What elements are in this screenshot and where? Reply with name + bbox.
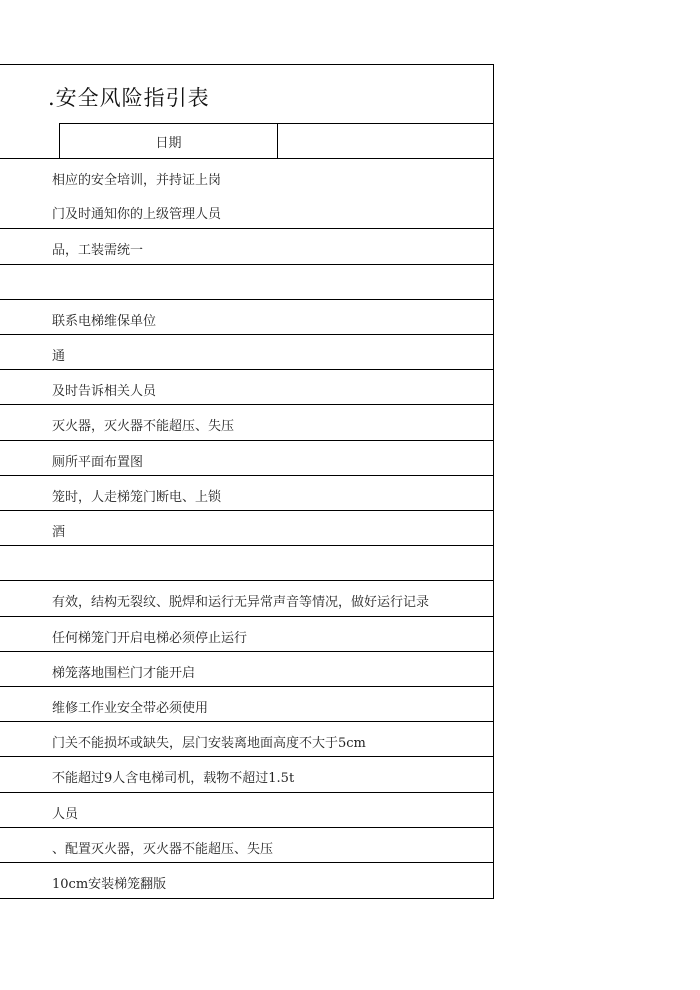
row-text: 10cm安装梯笼翻版 — [52, 877, 167, 892]
table-row — [0, 369, 494, 405]
table-row — [0, 228, 494, 264]
row-text: 不能超过9人含电梯司机，载物不超过1.5t — [52, 771, 295, 787]
row-text: 相应的安全培训，并持证上岗 — [52, 173, 222, 188]
row-text: 厕所平面布置图 — [52, 454, 144, 470]
table-row — [0, 686, 494, 722]
table-row — [0, 475, 494, 511]
table-header-row — [59, 123, 494, 159]
row-text: 有效，结构无裂纹、脱焊和运行无异常声音等情况，做好运行记录 — [52, 595, 430, 611]
title-row — [0, 64, 494, 123]
table-row — [0, 193, 494, 229]
row-text: 梯笼落地围栏门才能开启 — [52, 665, 196, 681]
table-bottom-border — [0, 898, 494, 899]
table-row — [0, 299, 494, 335]
table-row — [0, 580, 494, 616]
document-title: .安全风险指引表 — [48, 86, 210, 110]
row-text: 笼时，人走梯笼门断电、上锁 — [52, 489, 222, 505]
table-row — [0, 264, 494, 300]
table-row — [0, 545, 494, 581]
table-row — [0, 404, 494, 440]
row-text: 联系电梯维保单位 — [52, 313, 157, 329]
row-text: 通 — [52, 349, 66, 364]
table-row — [0, 792, 494, 828]
table-row — [0, 756, 494, 792]
date-value-cell — [278, 124, 493, 158]
table-row — [0, 827, 494, 863]
row-text: 灭火器，灭火器不能超压、失压 — [52, 419, 235, 435]
table-row — [0, 334, 494, 370]
table-row — [0, 651, 494, 687]
table-row — [0, 440, 494, 476]
row-text: 人员 — [52, 806, 79, 822]
table-row — [0, 862, 494, 898]
row-text: 、配置灭火器，灭火器不能超压、失压 — [52, 841, 274, 857]
row-text: 及时告诉相关人员 — [52, 384, 157, 400]
row-text: 门及时通知你的上级管理人员 — [52, 207, 222, 223]
row-text: 维修工作业安全带必须使用 — [52, 701, 209, 716]
table-row — [0, 721, 494, 757]
row-text: 门关不能损坏或缺失，层门安装离地面高度不大于5cm — [52, 736, 366, 752]
date-header-cell: 日期 — [60, 124, 278, 158]
table-row — [0, 158, 494, 194]
row-text: 酒 — [52, 525, 66, 540]
row-text: 品，工装需统一 — [52, 243, 144, 259]
table-row — [0, 616, 494, 652]
table-row — [0, 510, 494, 546]
row-text: 任何梯笼门开启电梯必须停止运行 — [52, 630, 248, 646]
